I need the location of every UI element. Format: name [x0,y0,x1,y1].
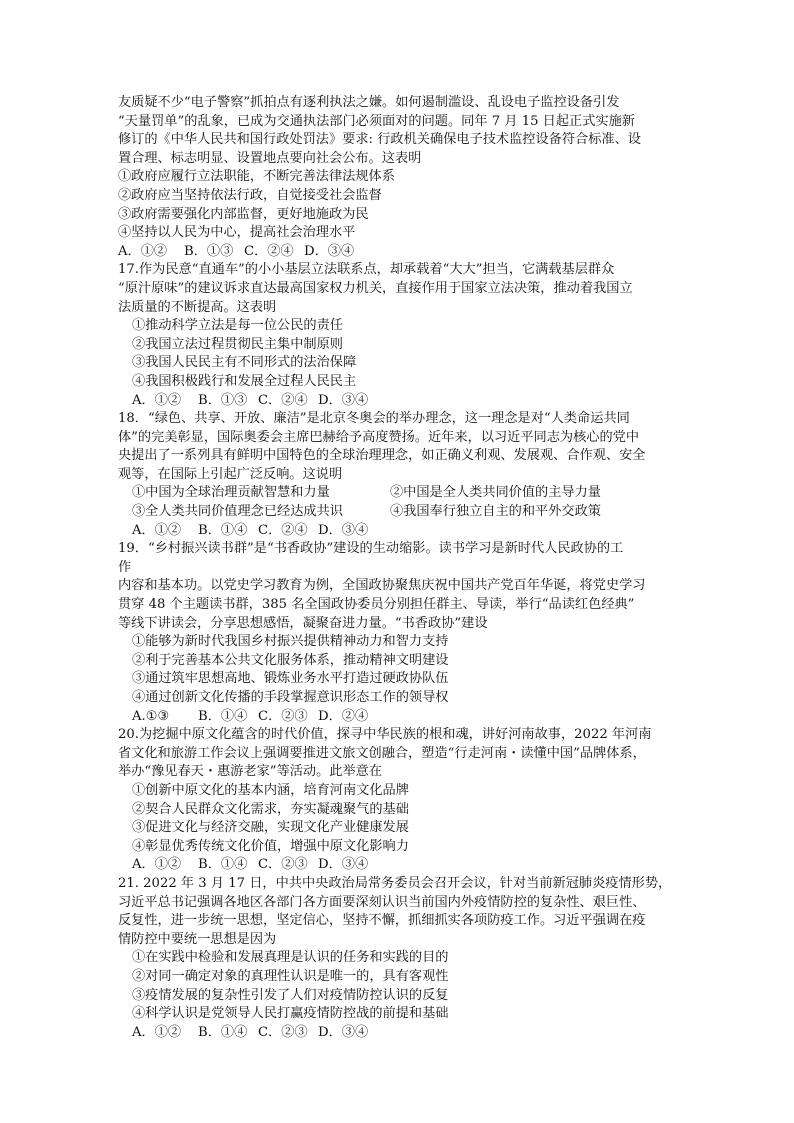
q16-item: ①政府应履行立法职能，不断完善法律法规体系 [118,169,395,185]
q18-item: ②中国是全人类共同价值的主导力量 [390,485,601,501]
q21-stem-line: 21. 2022 年 3 月 17 日，中共中央政治局常务委员会召开会议，针对当前新冠肺炎疫情形势， [118,875,672,891]
q19-stem-line: 作 [118,559,132,575]
q17-item: ③我国人民民主有不同形式的法治保障 [132,355,357,371]
q18-stem-line: 央提出了一系列具有鲜明中国特色的全球治理理念，如正确义利观、发展观、合作观、安全 [118,448,646,464]
q17-option-d: D．③④ [318,392,369,408]
question-16 [118,94,680,261]
q16-option-b: B．①③ [184,243,234,259]
q17-item: ②我国立法过程贯彻民主集中制原则 [132,336,343,352]
question-18 [118,410,680,540]
q18-option-a: A．①② [132,522,182,538]
q21-option-d: D．③④ [318,1024,369,1040]
q20-item: ①创新中原文化的基本内涵，培育河南文化品牌 [132,782,409,798]
q18-option-c: C．②④ [258,522,308,538]
q19-item: ②利于完善基本公共文化服务体系，推动精神文明建设 [132,652,449,668]
q16-stem-line: 修订的《中华人民共和国行政处罚法》要求: 行政机关确保电子技术监控设备符合标准、设 [118,132,641,148]
q16-stem-line: 友质疑不少“电子警察”抓拍点有逐利执法之嫌。如何遏制滥设、乱设电子监控设备引发 [118,95,620,110]
q19-option-c: C．②③ [258,708,308,724]
q16-option-c: C．②④ [244,243,294,259]
q18-item: ④我国奉行独立自主的和平外交政策 [390,504,601,520]
q19-stem-line: 内容和基本功。以党史学习教育为例，全国政协聚焦庆祝中国共产党百年华诞，将党史学习 [118,578,646,594]
q21-option-c: C．②③ [258,1024,308,1040]
question-21 [118,875,680,1042]
q21-stem-line: 反复性，进一步统一思想，坚定信心，坚持不懈，抓细抓实各项防疫工作。习近平强调在疫 [118,913,646,929]
question-17 [118,261,680,410]
q19-option-a: A.①③ [132,708,170,724]
q17-stem-line: 法质量的不断提高。这表明 [118,299,277,315]
q19-stem-line: 贯穿 48 个主题读书群，385 名全国政协委员分别担任群主、导读，举行“品读红色经典” [118,597,635,613]
q19-option-b: B．①④ [198,708,248,724]
q21-stem-line: 习近平总书记强调各地区各部门各方面要深刻认识当前国内外疫情防控的复杂性、艰巨性、 [118,894,646,910]
q17-option-a: A．①② [132,392,182,408]
q21-options [118,1024,680,1043]
q20-item: ③促进文化与经济交融，实现文化产业健康发展 [132,820,409,836]
q20-item: ②契合人民群众文化需求，夯实凝魂聚气的基础 [132,801,409,817]
q20-item: ④彰显优秀传统文化价值，增强中原文化影响力 [132,838,409,854]
exam-page [118,94,680,1042]
q16-item: ④坚持以人民为中心，提高社会治理水平 [118,225,356,241]
q16-item: ②政府应当坚持依法行政，自觉接受社会监督 [118,187,382,203]
q21-stem-line: 情防控中要统一思想是因为 [118,931,277,947]
q17-stem-line: 17.作为民意“直通车”的小小基层立法联系点，却承载着“大大”担当，它满载基层群众 [118,262,615,278]
q18-stem-line: 观等，在国际上引起广泛反响。这说明 [118,466,343,482]
q17-stem-line: “原汁原味”的建议诉求直达最高国家权力机关，直接作用于国家立法决策，推动着我国立 [118,280,633,296]
q19-item: ④通过创新文化传播的手段掌握意识形态工作的领导权 [132,690,449,705]
q20-option-c: C．②③ [258,857,308,873]
q20-option-d: D．③④ [318,857,369,873]
q16-option-a: A．①② [118,243,168,259]
q19-options [118,708,680,727]
q18-stem-line: 体”的完美彰显，国际奥委会主席巴赫给予高度赞扬。近年来，以习近平同志为核心的党中 [118,429,640,445]
q16-item: ③政府需要强化内部监督，更好地施政为民 [118,206,369,222]
q21-item: ④科学认识是党领导人民打赢疫情防控战的前提和基础 [132,1006,449,1022]
q19-stem-line: 等线下讲读会，分享思想感悟，凝聚奋进力量。“书香政协”建设 [118,615,488,631]
q17-item: ④我国积极践行和发展全过程人民民主 [132,373,357,389]
q21-option-b: B．①④ [198,1024,248,1040]
q18-stem-line: 18．“绿色、共享、开放、廉洁”是北京冬奥会的举办理念，这一理念是对“人类命运共同 [118,411,630,427]
q20-option-a: A．①② [132,857,182,873]
q19-item: ①能够为新时代我国乡村振兴提供精神动力和智力支持 [132,634,449,650]
q20-stem-line: 举办“豫见春天・惠游老家”等活动。此举意在 [118,764,383,780]
q18-item: ①中国为全球治理贡献智慧和力量 [132,485,330,501]
q20-option-b: B．①④ [198,857,248,873]
q16-stem-line: 置合理、标志明显、设置地点要向社会公布。这表明 [118,150,422,166]
q20-stem-line: 20.为挖掘中原文化蕴含的时代价值，探寻中华民族的根和魂，讲好河南故事，2022 年河南 [118,727,652,743]
q20-options [118,856,680,875]
q21-item: ①在实践中检验和发展真理是认识的任务和实践的目的 [132,950,449,966]
q19-option-d: D．②④ [318,708,369,724]
q16-stem-line: “天量罚单”的乱象，已成为交通执法部门必须面对的问题。同年 7 月 15 日起正式实施新 [118,113,635,129]
q18-item: ③全人类共同价值理念已经达成共识 [132,504,343,520]
question-19 [118,540,680,726]
q18-item-row [118,484,680,503]
q18-options [118,522,680,541]
question-20 [118,726,680,875]
q16-options [118,243,680,262]
q17-options [118,392,680,411]
q17-option-c: C．②④ [258,392,308,408]
q21-option-a: A．①② [132,1024,182,1040]
q19-item: ③通过筑牢思想高地、锻炼业务水平打造过硬政协队伍 [132,671,449,687]
q18-option-d: D．③④ [318,522,369,538]
q19-stem-line: 19．“乡村振兴读书群”是“书香政协”建设的生动缩影。读书学习是新时代人民政协的工 [118,541,624,557]
q21-item: ②对同一确定对象的真理性认识是唯一的，具有客观性 [132,968,449,984]
q21-item: ③疫情发展的复杂性引发了人们对疫情防控认识的反复 [132,987,449,1003]
q20-stem-line: 省文化和旅游工作会议上强调要推进文旅文创融合，塑造“行走河南・读懂中国”品牌体系， [118,745,646,761]
q18-option-b: B．①④ [198,522,248,538]
q18-item-row [118,503,680,522]
q17-option-b: B．①③ [198,392,248,408]
q17-item: ①推动科学立法是每一位公民的责任 [132,318,343,334]
q16-option-d: D．③④ [304,243,355,259]
